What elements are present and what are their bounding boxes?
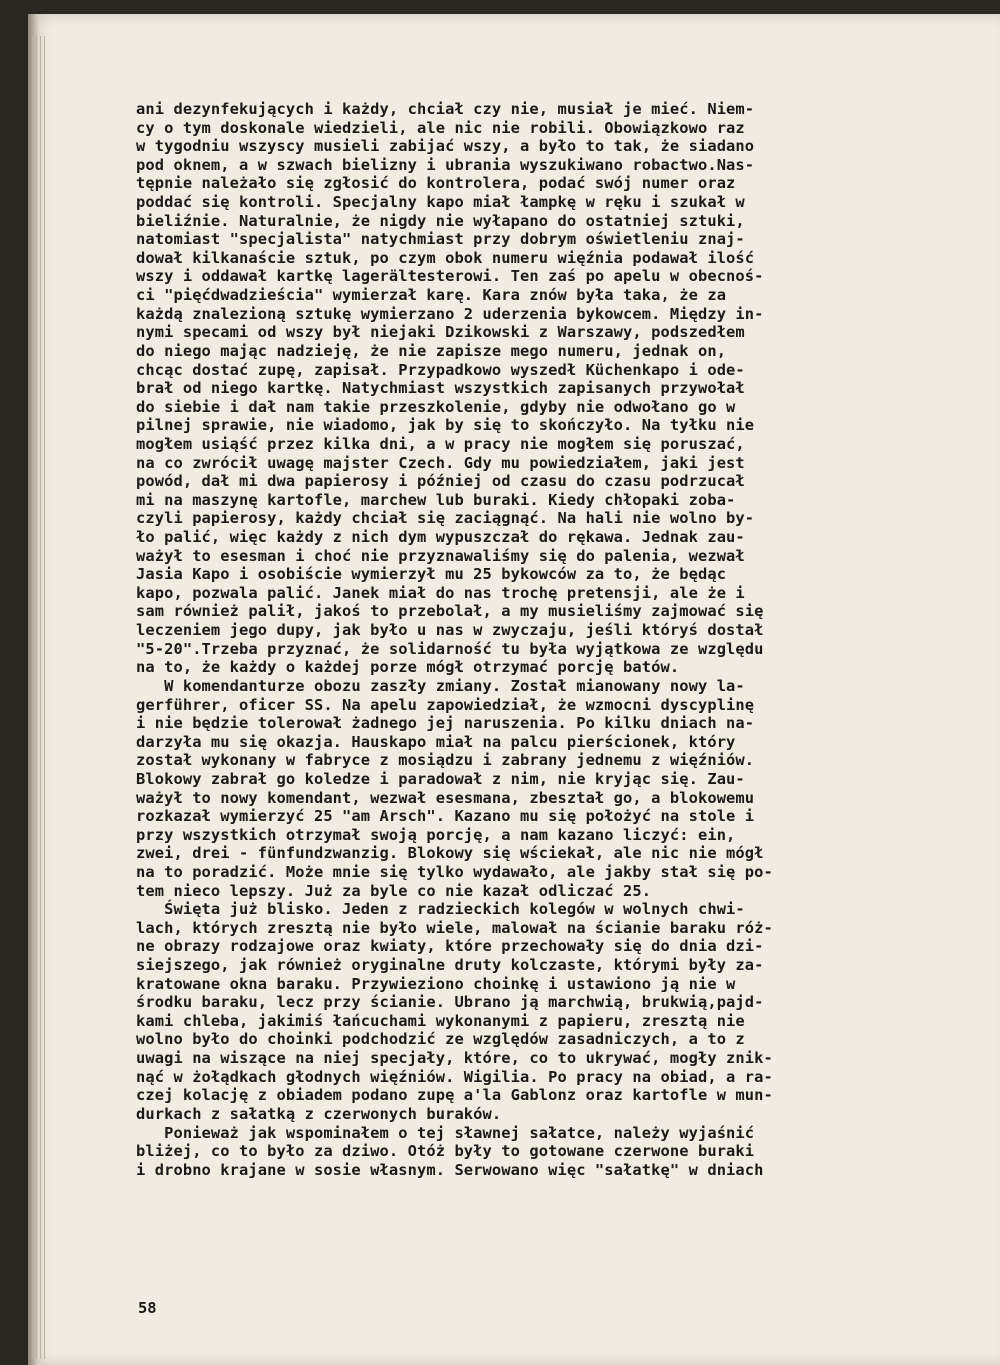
text-line: kratowane okna baraku. Przywieziono choinkę i ustawiono ją nie w <box>136 974 736 993</box>
text-line: mogłem usiąść przez kilka dni, a w pracy nie mogłem się poruszać, <box>136 434 745 453</box>
text-line: na to poradzić. Może mnie się tylko wydawało, ale jakby stał się po- <box>136 862 773 881</box>
text-line: pilnej sprawie, nie wiadomo, jak by się to skończyło. Na tyłku nie <box>136 416 755 435</box>
text-line: wolno było do choinki podchodzić ze względów zasadniczych, a to z <box>136 1030 745 1049</box>
text-line: gerführer, oficer SS. Na apelu zapowiedział, że wzmocni dyscyplinę <box>136 695 755 714</box>
text-line: został wykonany w fabryce z mosiądzu i zabrany jednemu z więźniów. <box>136 751 755 770</box>
text-line: darzyła mu się okazja. Hauskapo miał na palcu pierścionek, który <box>136 732 736 751</box>
text-line: do siebie i dał nam takie przeszkolenie, gdyby nie odwołano go w <box>136 397 736 416</box>
page-edge <box>36 36 37 1359</box>
text-line: środku baraku, lecz przy ścianie. Ubrano ją marchwią, brukwią,pajd- <box>136 993 764 1012</box>
text-line: sam również palił, jakoś to przebolał, a my musieliśmy zajmować się <box>136 602 764 621</box>
text-line: bieliźnie. Naturalnie, że nigdy nie wyłapano do ostatniej sztuki, <box>136 211 745 230</box>
text-line: kapo, pozwala palić. Janek miał do nas trochę pretensji, ale że i <box>136 583 745 602</box>
text-line: czej kolację z obiadem podano zupę a'la Gablonz oraz kartofle w mun- <box>136 1086 773 1105</box>
book-page <box>28 14 1000 1365</box>
text-line: powód, dał mi dwa papierosy i później od czasu do czasu podrzucał <box>136 472 745 491</box>
text-line: Święta już blisko. Jeden z radzieckich kolegów w wolnych chwi- <box>136 900 745 919</box>
text-line: na co zwrócił uwagę majster Czech. Gdy mu powiedziałem, jaki jest <box>136 453 745 472</box>
text-line: Ponieważ jak wspominałem o tej sławnej sałatce, należy wyjaśnić <box>136 1123 755 1142</box>
text-line: bliżej, co to było za dziwo. Otóż były to gotowane czerwone buraki <box>136 1142 755 1161</box>
text-line: chcąc dostać zupę, zapisał. Przypadkowo wyszedł Küchenkapo i ode- <box>136 360 745 379</box>
text-line: ani dezynfekujących i każdy, chciał czy nie, musiał je mieć. Niem- <box>136 100 755 118</box>
text-line: i drobno krajane w sosie własnym. Serwowano więc "sałatkę" w dniach <box>136 1160 764 1179</box>
text-line: brał od niego kartkę. Natychmiast wszystkich zapisanych przywołał <box>136 379 745 398</box>
text-line: nąć w żołądkach głodnych więźniów. Wigilia. Po pracy na obiad, a ra- <box>136 1067 773 1086</box>
text-line: durkach z sałatką z czerwonych buraków. <box>136 1104 502 1123</box>
text-line: ło palić, więc każdy z nich dym wypuszczał do rękawa. Jednak zau- <box>136 528 745 547</box>
text-line: przy wszystkich otrzymał swoją porcję, a nam kazano liczyć: ein, <box>136 825 736 844</box>
text-line: zwei, drei - fünfundzwanzig. Blokowy się wściekał, ale nic nie mógł <box>136 844 764 863</box>
text-line: mi na maszynę kartofle, marchew lub buraki. Kiedy chłopaki zoba- <box>136 490 736 509</box>
text-line: rozkazał wymierzyć 25 "am Arsch". Kazano mu się położyć na stole i <box>136 807 755 826</box>
text-line: poddać się kontroli. Specjalny kapo miał łampkę w ręku i szukał w <box>136 193 745 212</box>
text-line: wszy i oddawał kartkę lagerältesterowi. Ten zaś po apelu w obecnoś- <box>136 267 764 286</box>
text-line: lach, których zresztą nie było wiele, malował na ścianie baraku róż- <box>136 918 773 937</box>
text-line: w tygodniu wszyscy musieli zabijać wszy, a było to tak, że siadano <box>136 137 755 156</box>
text-line: natomiast "specjalista" natychmiast przy dobrym oświetleniu znaj- <box>136 230 745 249</box>
text-line: W komendanturze obozu zaszły zmiany. Został mianowany nowy la- <box>136 676 745 695</box>
text-line: tem nieco lepszy. Już za byle co nie kazał odliczać 25. <box>136 881 652 900</box>
page-edge <box>44 36 45 1359</box>
page-edge <box>40 36 41 1359</box>
text-line: każdą znalezioną sztukę wymierzano 2 uderzenia bykowcem. Między in- <box>136 304 764 323</box>
text-line: na to, że każdy o każdej porze mógł otrzymać porcję batów. <box>136 658 680 677</box>
text-line: leczeniem jego dupy, jak było u nas w zwyczaju, jeśli któryś dostał <box>136 621 764 640</box>
text-line: ważył to esesman i choć nie przyznawaliśmy się do palenia, wezwał <box>136 546 745 565</box>
text-line: nymi specami od wszy był niejaki Dzikowski z Warszawy, podszedłem <box>136 323 745 342</box>
text-line: dował kilkanaście sztuk, po czym obok numeru więźnia podawał ilość <box>136 248 755 267</box>
text-line: ne obrazy rodzajowe oraz kwiaty, które przechowały się do dnia dzi- <box>136 937 764 956</box>
page-edge <box>32 36 33 1359</box>
text-line: "5-20".Trzeba przyznać, że solidarność tu była wyjątkowa ze względu <box>136 639 764 658</box>
text-line: i nie będzie tolerował żadnego jej naruszenia. Po kilku dniach na- <box>136 714 755 733</box>
text-line: do niego mając nadzieję, że nie zapisze mego numeru, jednak on, <box>136 341 727 360</box>
text-line: ważył to nowy komendant, wezwał esesmana, zbeształ go, a blokowemu <box>136 788 755 807</box>
text-line: ci "pięćdwadzieścia" wymierzał karę. Kara znów była taka, że za <box>136 286 727 305</box>
text-line: Blokowy zabrał go koledze i paradował z nim, nie kryjąc się. Zau- <box>136 769 745 788</box>
page-number: 58 <box>138 1299 157 1317</box>
body-text <box>136 100 936 1179</box>
text-line: cy o tym doskonale wiedzieli, ale nic nie robili. Obowiązkowo raz <box>136 118 745 137</box>
text-line: czyli papierosy, każdy chciał się zaciągnąć. Na hali nie wolno by- <box>136 509 755 528</box>
text-line: siejszego, jak również oryginalne druty kolczaste, którymi były za- <box>136 956 764 975</box>
text-line: pod oknem, a w szwach bielizny i ubrania wyszukiwano robactwo.Nas- <box>136 155 755 174</box>
text-line: uwagi na wiszące na niej specjały, które, co to ukrywać, mogły znik- <box>136 1049 773 1068</box>
text-line: tępnie należało się zgłosić do kontrolera, podać swój numer oraz <box>136 174 736 193</box>
text-line: kami chleba, jakimiś łańcuchami wykonanymi z papieru, zresztą nie <box>136 1011 745 1030</box>
text-line: Jasia Kapo i osobiście wymierzył mu 25 bykowców za to, że będąc <box>136 565 727 584</box>
